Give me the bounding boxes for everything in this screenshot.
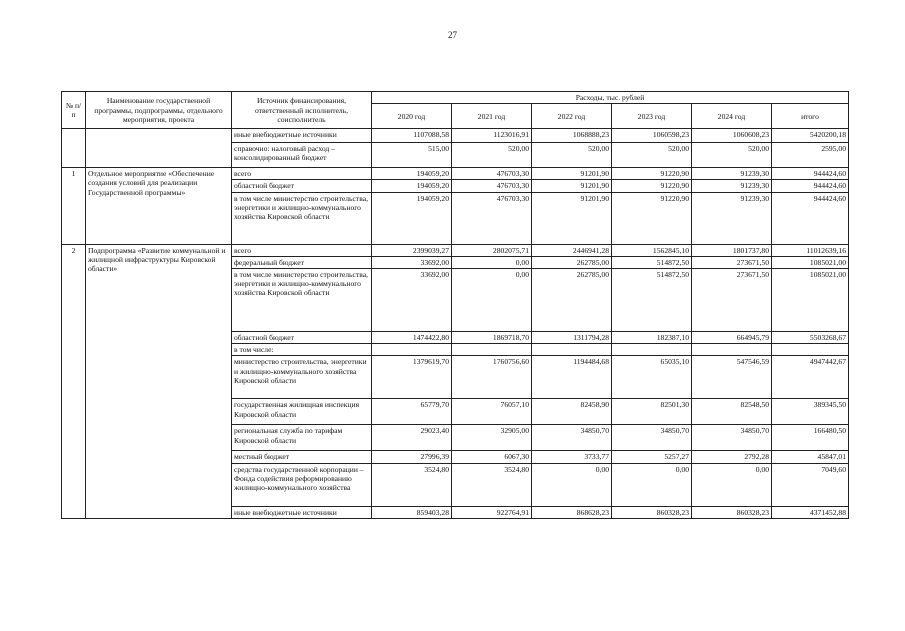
funding-source: областной бюджет bbox=[232, 180, 372, 192]
amount-cell: 0,00 bbox=[612, 463, 692, 506]
header-year: 2023 год bbox=[612, 104, 692, 129]
header-name: Наименование государственной программы, подпрограммы, отдельного мероприятия, проекта bbox=[86, 92, 232, 129]
funding-source: в том числе министерство строительства, энергетики и жилищно-коммунального хозяйства Кировской области bbox=[232, 192, 372, 244]
amount-cell bbox=[532, 344, 612, 356]
amount-cell: 182387,10 bbox=[612, 332, 692, 344]
funding-source: всего bbox=[232, 244, 372, 256]
amount-cell: 34850,70 bbox=[612, 425, 692, 451]
amount-cell: 91239,30 bbox=[692, 192, 772, 244]
amount-cell: 0,00 bbox=[452, 256, 532, 268]
amount-cell: 3524,80 bbox=[452, 463, 532, 506]
amount-cell: 1107088,58 bbox=[372, 129, 452, 143]
page-number: 27 bbox=[448, 30, 457, 40]
amount-cell: 91220,90 bbox=[612, 192, 692, 244]
amount-cell: 860328,23 bbox=[612, 506, 692, 518]
row-number: 2 bbox=[62, 244, 86, 518]
total-cell: 1085021,00 bbox=[772, 256, 849, 268]
amount-cell: 514872,50 bbox=[612, 256, 692, 268]
funding-source: федеральный бюджет bbox=[232, 256, 372, 268]
amount-cell: 0,00 bbox=[532, 463, 612, 506]
budget-table bbox=[61, 91, 849, 519]
amount-cell: 273671,50 bbox=[692, 269, 772, 332]
amount-cell: 520,00 bbox=[532, 143, 612, 168]
amount-cell: 76057,10 bbox=[452, 399, 532, 425]
total-cell: 2595,00 bbox=[772, 143, 849, 168]
funding-source: местный бюджет bbox=[232, 451, 372, 463]
row-number: 1 bbox=[62, 168, 86, 244]
total-cell: 944424,60 bbox=[772, 180, 849, 192]
header-source: Источник финансирования, ответственный исполнитель, соисполнитель bbox=[232, 92, 372, 129]
funding-source: государственная жилищная инспекция Кировской области bbox=[232, 399, 372, 425]
amount-cell: 1060608,23 bbox=[692, 129, 772, 143]
total-cell: 166480,50 bbox=[772, 425, 849, 451]
total-cell: 944424,60 bbox=[772, 168, 849, 180]
header-year: 2022 год bbox=[532, 104, 612, 129]
amount-cell: 1869718,70 bbox=[452, 332, 532, 344]
amount-cell: 3733,77 bbox=[532, 451, 612, 463]
amount-cell: 65779,70 bbox=[372, 399, 452, 425]
amount-cell: 922764,91 bbox=[452, 506, 532, 518]
amount-cell: 6067,30 bbox=[452, 451, 532, 463]
funding-source: всего bbox=[232, 168, 372, 180]
total-cell: 4947442,67 bbox=[772, 356, 849, 399]
amount-cell: 860328,23 bbox=[692, 506, 772, 518]
amount-cell: 3524,80 bbox=[372, 463, 452, 506]
row-number bbox=[62, 129, 86, 168]
amount-cell: 91220,90 bbox=[612, 168, 692, 180]
amount-cell: 194059,20 bbox=[372, 168, 452, 180]
amount-cell: 2399039,27 bbox=[372, 244, 452, 256]
total-cell: 45847,01 bbox=[772, 451, 849, 463]
amount-cell: 514872,50 bbox=[612, 269, 692, 332]
amount-cell bbox=[452, 344, 532, 356]
total-cell: 5420200,18 bbox=[772, 129, 849, 143]
funding-source: справочно: налоговый расход – консолидированный бюджет bbox=[232, 143, 372, 168]
funding-source: министерство строительства, энергетики и жилищно-коммунального хозяйства Кировской области bbox=[232, 356, 372, 399]
amount-cell: 29023,40 bbox=[372, 425, 452, 451]
table-body bbox=[62, 129, 849, 519]
amount-cell: 262785,00 bbox=[532, 269, 612, 332]
amount-cell: 262785,00 bbox=[532, 256, 612, 268]
amount-cell: 1060598,23 bbox=[612, 129, 692, 143]
amount-cell: 476703,30 bbox=[452, 180, 532, 192]
amount-cell: 34850,70 bbox=[532, 425, 612, 451]
amount-cell: 0,00 bbox=[692, 463, 772, 506]
amount-cell: 27996,39 bbox=[372, 451, 452, 463]
amount-cell: 1123016,91 bbox=[452, 129, 532, 143]
amount-cell: 65035,10 bbox=[612, 356, 692, 399]
amount-cell: 1311794,28 bbox=[532, 332, 612, 344]
total-cell: 4371452,88 bbox=[772, 506, 849, 518]
amount-cell: 2446941,28 bbox=[532, 244, 612, 256]
amount-cell: 515,00 bbox=[372, 143, 452, 168]
program-name: Подпрограмма «Развитие коммунальной и жилищной инфраструктуры Кировской области» bbox=[86, 244, 232, 518]
funding-source: средства государственной корпорации – Фонда содействия реформированию жилищно-коммунального хозяйства bbox=[232, 463, 372, 506]
amount-cell: 273671,50 bbox=[692, 256, 772, 268]
amount-cell: 34850,70 bbox=[692, 425, 772, 451]
amount-cell: 0,00 bbox=[452, 269, 532, 332]
funding-source: региональная служба по тарифам Кировской области bbox=[232, 425, 372, 451]
amount-cell: 520,00 bbox=[692, 143, 772, 168]
amount-cell: 1068888,23 bbox=[532, 129, 612, 143]
header-year: 2020 год bbox=[372, 104, 452, 129]
amount-cell: 1760756,60 bbox=[452, 356, 532, 399]
total-cell: 5503268,67 bbox=[772, 332, 849, 344]
amount-cell: 82458,90 bbox=[532, 399, 612, 425]
amount-cell: 33692,00 bbox=[372, 269, 452, 332]
program-name: Отдельное мероприятие «Обеспечение создания условий для реализации Государственной программы» bbox=[86, 168, 232, 244]
amount-cell: 91201,90 bbox=[532, 192, 612, 244]
table-row bbox=[62, 129, 849, 143]
funding-source: иные внебюджетные источники bbox=[232, 129, 372, 143]
amount-cell: 91220,90 bbox=[612, 180, 692, 192]
header-year: 2021 год bbox=[452, 104, 532, 129]
amount-cell: 520,00 bbox=[452, 143, 532, 168]
amount-cell: 1562845,10 bbox=[612, 244, 692, 256]
amount-cell: 33692,00 bbox=[372, 256, 452, 268]
table-row bbox=[62, 244, 849, 256]
funding-source: иные внебюджетные источники bbox=[232, 506, 372, 518]
amount-cell: 476703,30 bbox=[452, 168, 532, 180]
amount-cell: 520,00 bbox=[612, 143, 692, 168]
total-cell: 7049,60 bbox=[772, 463, 849, 506]
amount-cell: 91239,30 bbox=[692, 168, 772, 180]
total-cell: 11012639,16 bbox=[772, 244, 849, 256]
amount-cell: 868628,23 bbox=[532, 506, 612, 518]
total-cell bbox=[772, 344, 849, 356]
amount-cell: 2802075,71 bbox=[452, 244, 532, 256]
amount-cell: 194059,20 bbox=[372, 192, 452, 244]
amount-cell: 859403,28 bbox=[372, 506, 452, 518]
amount-cell: 476703,30 bbox=[452, 192, 532, 244]
table-row bbox=[62, 168, 849, 180]
amount-cell: 2792,28 bbox=[692, 451, 772, 463]
header-year: 2024 год bbox=[692, 104, 772, 129]
amount-cell: 547546,59 bbox=[692, 356, 772, 399]
header-num: № п/п bbox=[62, 92, 86, 129]
total-cell: 944424,60 bbox=[772, 192, 849, 244]
total-cell: 1085021,00 bbox=[772, 269, 849, 332]
funding-source: в том числе министерство строительства, энергетики и жилищно-коммунального хозяйства Кировской области bbox=[232, 269, 372, 332]
funding-source: областной бюджет bbox=[232, 332, 372, 344]
amount-cell: 82548,50 bbox=[692, 399, 772, 425]
amount-cell: 91239,30 bbox=[692, 180, 772, 192]
amount-cell: 194059,20 bbox=[372, 180, 452, 192]
amount-cell: 1474422,80 bbox=[372, 332, 452, 344]
amount-cell: 91201,90 bbox=[532, 168, 612, 180]
amount-cell bbox=[372, 344, 452, 356]
amount-cell: 1379619,70 bbox=[372, 356, 452, 399]
amount-cell: 5257,27 bbox=[612, 451, 692, 463]
total-cell: 389345,50 bbox=[772, 399, 849, 425]
amount-cell: 1194484,68 bbox=[532, 356, 612, 399]
amount-cell bbox=[692, 344, 772, 356]
amount-cell: 91201,90 bbox=[532, 180, 612, 192]
header-expenses: Расходы, тыс. рублей bbox=[372, 92, 849, 104]
amount-cell bbox=[612, 344, 692, 356]
program-name bbox=[86, 129, 232, 168]
amount-cell: 664945,79 bbox=[692, 332, 772, 344]
header-total: итого bbox=[772, 104, 849, 129]
amount-cell: 1801737,80 bbox=[692, 244, 772, 256]
amount-cell: 32905,00 bbox=[452, 425, 532, 451]
funding-source: в том числе: bbox=[232, 344, 372, 356]
amount-cell: 82501,30 bbox=[612, 399, 692, 425]
